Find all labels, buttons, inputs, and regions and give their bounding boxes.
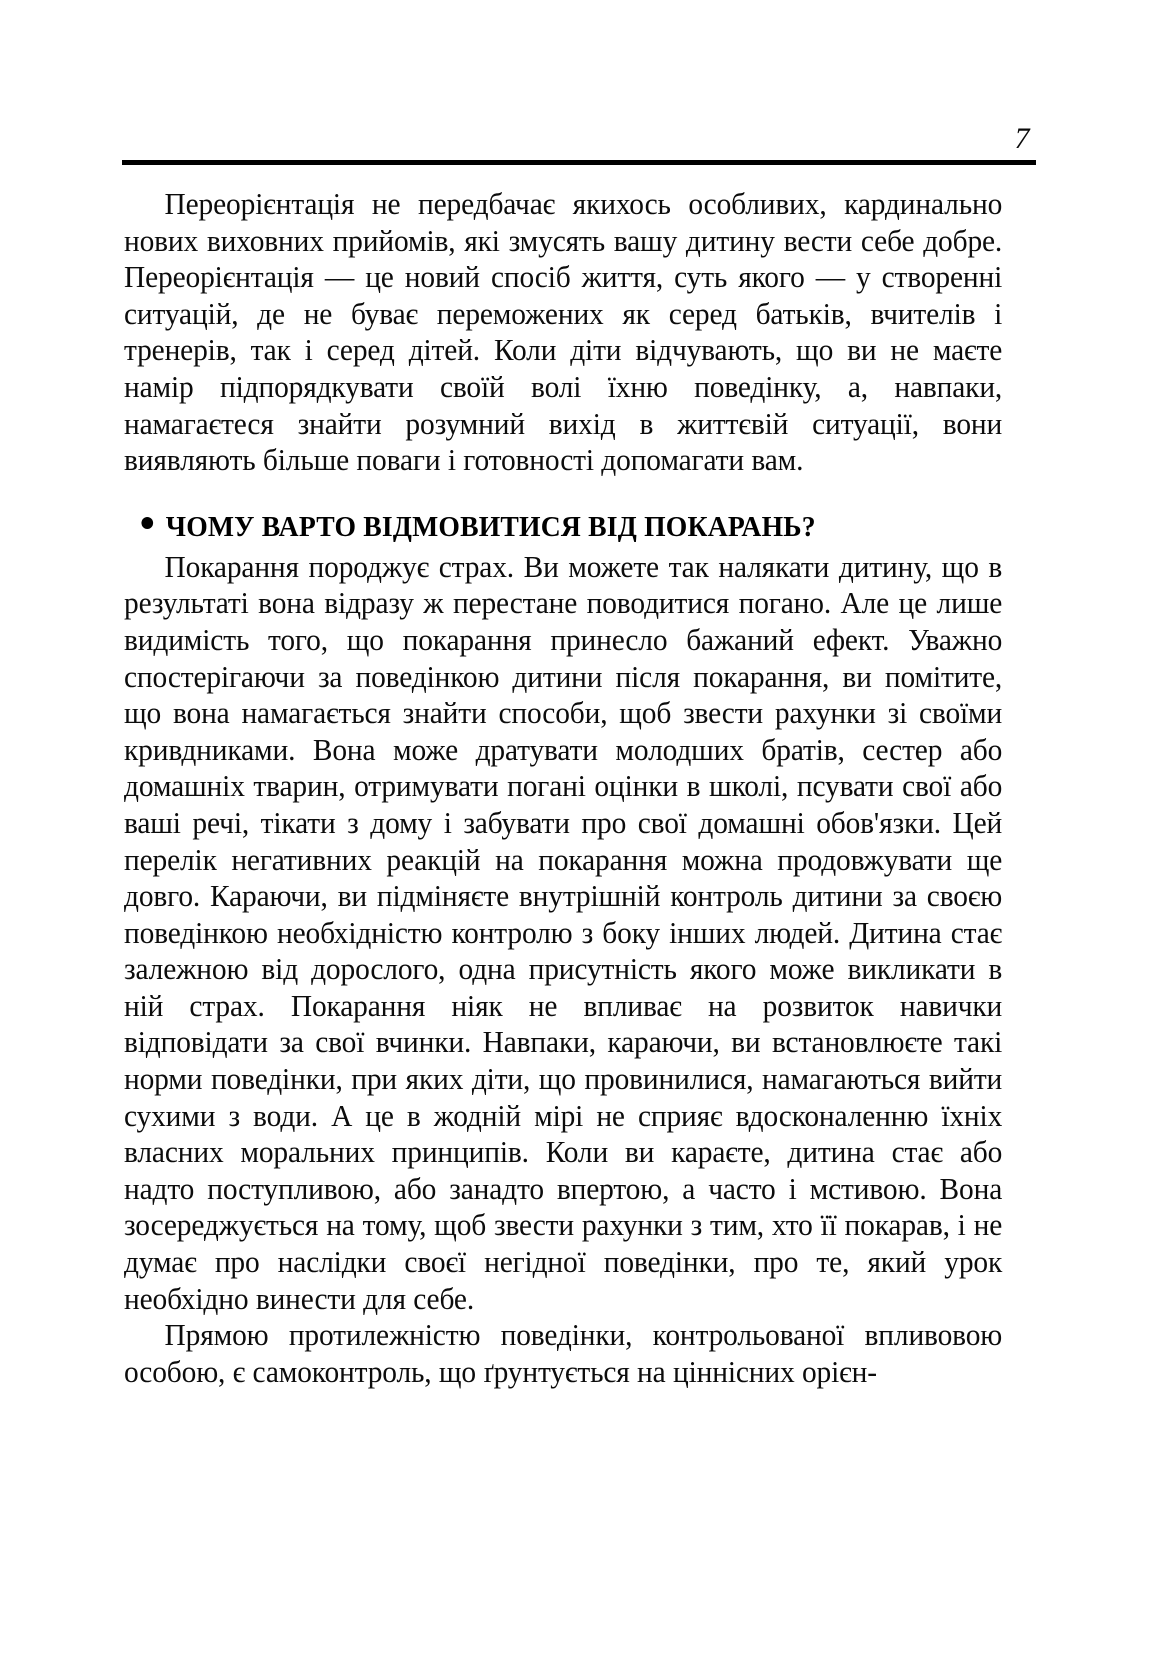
paragraph-punishment-main: Покарання породжує страх. Ви можете так налякати дитину, що в результаті вона відразу ж перестане поводитися погано. Але це лише видимість того, що покарання принесло бажаний ефект. Уважно спостерігаючи за поведінкою дитини після покарання, ви помітите, що вона намагається знайти способи, щоб звести рахунки зі своїми кривдниками. Вона може дратувати молодших братів, сестер або домашніх тварин, отримувати погані оцінки в школі, псувати свої або ваші речі, тікати з дому і забувати про свої домашні обов'язки. Цей перелік негативних реакцій на покарання можна продовжувати ще довго. Караючи, ви підміняєте внутрішній контроль дитини за своєю поведінкою необхідністю контролю з боку інших людей. Дитина стає залежною від дорослого, одна присутність якого може викликати в ній страх. Покарання ніяк не впливає на розвиток навички відповідати за свої вчинки. Навпаки, караючи, ви встановлюєте такі норми поведінки, при яких діти, що провинилися, намагаються вийти сухими з води. А це в жодній мірі не сприяє вдосконаленню їхніх власних моральних принципів. Коли ви караєте, дитина стає або надто поступливою, або занадто впертою, а часто і мстивою. Вона зосереджується на тому, щоб звести рахунки з тим, хто її покарав, і не думає про наслідки своєї негідної поведінки, про те, який урок необхідно винести для себе.: [124, 549, 1003, 1316]
paragraph-self-control: Прямою протилежністю поведінки, контрольованої впливовою особою, є самоконтроль, що ґрунтується на ціннісних орієн-: [124, 1318, 1003, 1389]
header-rule: [122, 160, 1036, 165]
page-number: 7: [1014, 122, 1030, 155]
section-heading-label: ЧОМУ ВАРТО ВІДМОВИТИСЯ ВІД ПОКАРАНЬ?: [165, 511, 816, 543]
folio-row: [122, 112, 1036, 154]
paragraph-intro: Переорієнтація не передбачає якихось особливих, кардинально нових виховних прийомів, які змусять вашу дитину вести себе добре. Переорієнтація — це новий спосіб життя, суть якого — у створенні ситуацій, де не буває переможених як серед батьків, вчителів і тренерів, так і серед дітей. Коли діти відчувають, що ви не маєте намір підпорядкувати своїй волі їхню поведінку, а, навпаки, намагаєтеся знайти розумний вихід в життєвій ситуації, вони виявляють більше поваги і готовності допомагати вам.: [124, 187, 1003, 478]
text-column: [124, 186, 1034, 1390]
running-head: [122, 112, 1036, 165]
bullet-dot-icon: [141, 517, 153, 529]
section-heading: [124, 511, 1007, 545]
